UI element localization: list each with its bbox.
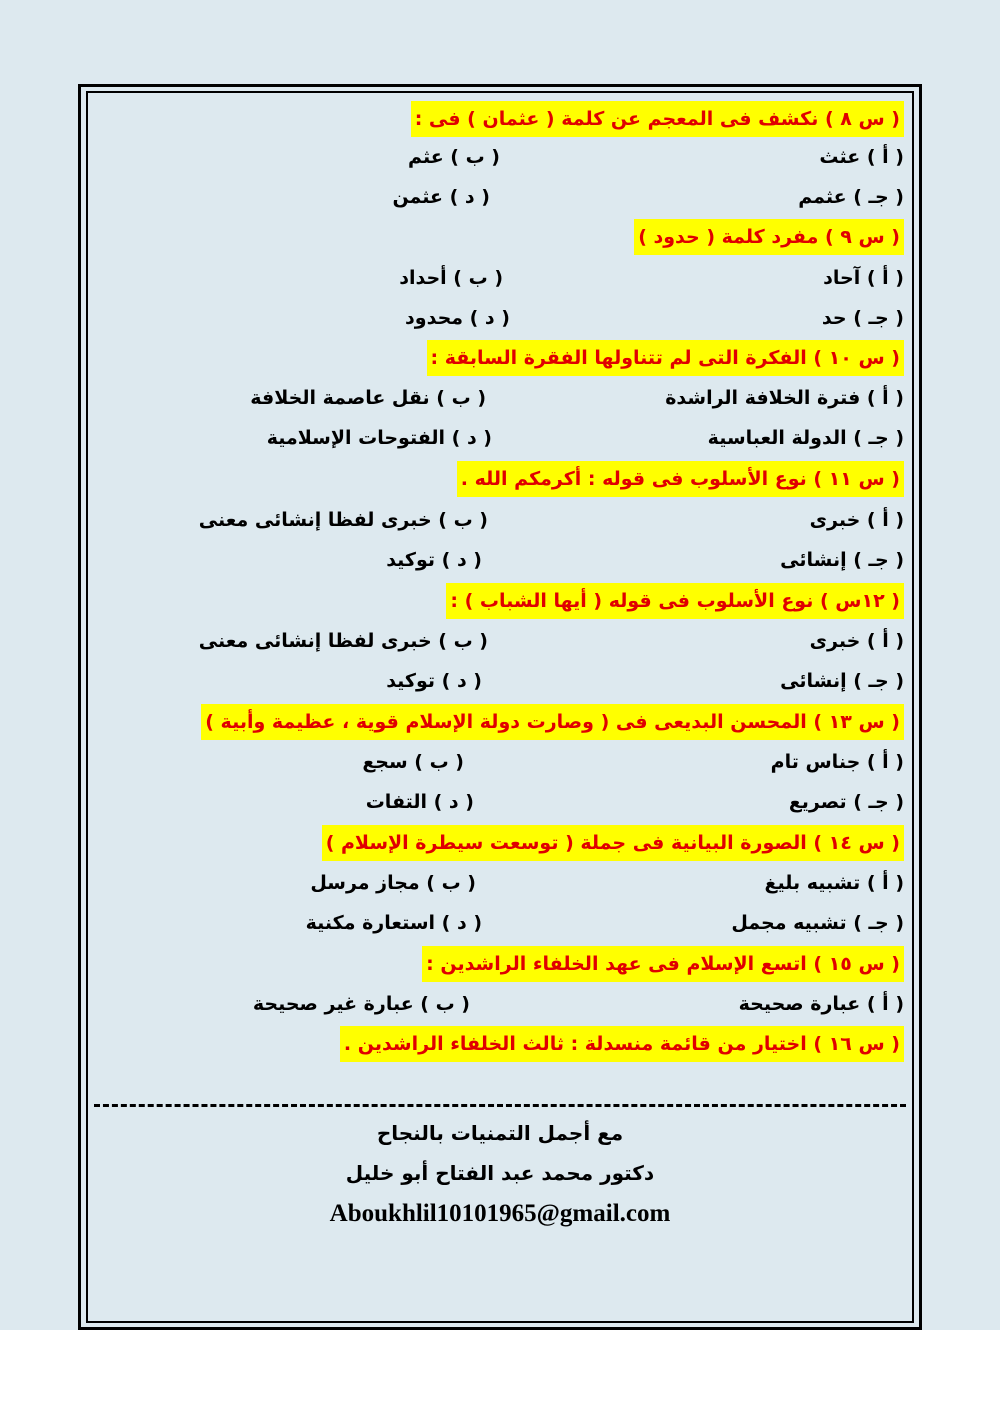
option-14-a[interactable]: ( أ ) تشبيه بليغ [764,872,904,894]
option-9-c[interactable]: ( جـ ) حد [821,307,904,329]
option-12-b[interactable]: ( ب ) خبرى لفظا إنشائى معنى [198,630,488,652]
option-12-a[interactable]: ( أ ) خبرى [809,630,904,652]
question-10: ( س ١٠ ) الفكرة التى لم تتناولها الفقرة السابقة : [427,340,905,376]
option-12-d[interactable]: ( د ) توكيد [386,670,482,692]
option-13-d[interactable]: ( د ) التفات [365,791,474,813]
option-14-b[interactable]: ( ب ) مجاز مرسل [310,872,476,894]
option-14-d[interactable]: ( د ) استعارة مكنية [305,912,482,934]
question-13: ( س ١٣ ) المحسن البديعى فى ( وصارت دولة الإسلام قوية ، عظيمة وأبية ) [201,704,904,740]
question-16: ( س ١٦ ) اختيار من قائمة منسدلة : ثالث الخلفاء الراشدين . [340,1026,904,1062]
question-15: ( س ١٥ ) اتسع الإسلام فى عهد الخلفاء الراشدين : [422,946,904,982]
footer-author: دكتور محمد عبد الفتاح أبو خليل [345,1161,655,1185]
option-10-d[interactable]: ( د ) الفتوحات الإسلامية [266,427,492,449]
option-9-b[interactable]: ( ب ) أحداد [399,267,503,289]
option-11-b[interactable]: ( ب ) خبرى لفظا إنشائى معنى [198,509,488,531]
option-15-b[interactable]: ( ب ) عبارة غير صحيحة [252,993,470,1015]
option-13-b[interactable]: ( ب ) سجع [362,751,464,773]
question-11: ( س ١١ ) نوع الأسلوب فى قوله : أكرمكم الله . [457,461,904,497]
question-12: ( ١٢س ) نوع الأسلوب فى قوله ( أيها الشباب ) : [446,583,904,619]
option-14-c[interactable]: ( جـ ) تشبيه مجمل [731,912,904,934]
option-15-a[interactable]: ( أ ) عبارة صحيحة [738,993,904,1015]
option-8-d[interactable]: ( د ) عثمن [392,186,490,208]
option-10-c[interactable]: ( جـ ) الدولة العباسية [707,427,904,449]
option-9-a[interactable]: ( أ ) آحاد [823,267,904,289]
option-8-c[interactable]: ( جـ ) عثمم [798,186,904,208]
question-9: ( س ٩ ) مفرد كلمة ( حدود ) [634,219,904,255]
question-8: ( س ٨ ) نكشف فى المعجم عن كلمة ( عثمان ) فى : [411,101,904,137]
option-10-b[interactable]: ( ب ) نقل عاصمة الخلافة [250,387,486,409]
option-12-c[interactable]: ( جـ ) إنشائى [780,670,904,692]
footer-email[interactable]: Aboukhlil10101965@gmail.com [329,1200,671,1227]
option-13-c[interactable]: ( جـ ) تصريع [788,791,904,813]
option-9-d[interactable]: ( د ) محدود [405,307,510,329]
dashed-divider [94,1104,906,1107]
option-8-b[interactable]: ( ب ) عثم [408,146,500,168]
option-13-a[interactable]: ( أ ) جناس تام [770,751,904,773]
footer-wishes: مع أجمل التمنيات بالنجاح [376,1121,624,1145]
option-11-d[interactable]: ( د ) توكيد [386,549,482,571]
question-14: ( س ١٤ ) الصورة البيانية فى جملة ( توسعت سيطرة الإسلام ) [322,825,904,861]
option-11-a[interactable]: ( أ ) خبرى [809,509,904,531]
option-8-a[interactable]: ( أ ) عثث [819,146,904,168]
option-11-c[interactable]: ( جـ ) إنشائى [780,549,904,571]
option-10-a[interactable]: ( أ ) فترة الخلافة الراشدة [665,387,904,409]
